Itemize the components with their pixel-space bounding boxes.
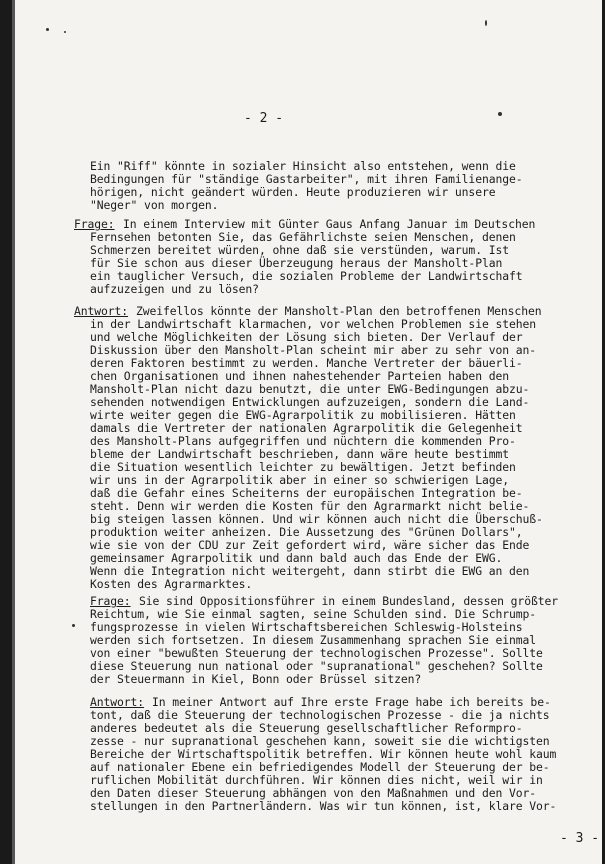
text-line: In meiner Antwort auf Ihre erste Frage habe ich bereits be- [152, 695, 551, 709]
text-line: Zweifellos könnte der Mansholt-Plan den betroffenen Menschen [136, 304, 542, 318]
text-line: hörigen, nicht geändert würden. Heute produzieren wir unsere [90, 185, 496, 199]
text-line: Diskussion über den Mansholt-Plan scheint mir aber zu sehr von an- [90, 343, 537, 357]
text-line: den Daten dieser Steuerung abhängen von den Maßnahmen und den Vor- [90, 786, 537, 800]
text-line: big steigen lassen können. Und wir können auch nicht die Überschuß- [90, 512, 543, 526]
text-line: fungsprozesse in vielen Wirtschaftsbereichen Schleswig-Holsteins [90, 620, 523, 634]
text-line: ein tauglicher Versuch, die sozialen Probleme der Landwirtschaft [90, 269, 523, 283]
text-line: Bereiche der Wirtschaftspolitik betreffen. Wir können heute wohl kaum [90, 747, 557, 761]
question-label: Frage: [90, 594, 131, 608]
text-line: daß die Gefahr eines Scheiterns der europäischen Integration be- [90, 486, 523, 500]
text-line: in der Landwirtschaft klarmachen, vor welchen Problemen sie stehen [90, 317, 537, 331]
text-line: Kosten des Agrarmarktes. [90, 577, 253, 591]
question-label: Frage: [74, 217, 115, 231]
text-line: auf nationaler Ebene ein befriedigendes Modell der Steuerung der be- [90, 760, 550, 774]
text-line: gemeinsamer Agrarpolitik und dann bald auch das Ende der EWG. [90, 551, 503, 565]
text-line: ruflichen Mobilität durchführen. Wir können dies nicht, weil wir in [90, 773, 543, 787]
text-line: die Situation wesentlich leichter zu bewältigen. Jetzt befinden [90, 460, 516, 474]
text-line: von einer "bewußten Steuerung der technologischen Prozesse". Sollte [90, 646, 543, 660]
scan-speck [72, 624, 75, 627]
text-line: deren Faktoren bestimmt zu werden. Manche Vertreter der bäuerli- [90, 356, 523, 370]
text-line: chen Organisationen und ihnen nahestehender Parteien haben den [90, 369, 509, 383]
scan-edge [12, 0, 15, 864]
text-line: Mansholt-Plan nicht dazu benutzt, die unter EWG-Bedingungen abzu- [90, 382, 530, 396]
document-page [12, 0, 602, 864]
text-line: wie sie von der CDU zur Zeit gefordert wird, wäre sicher das Ende [90, 538, 530, 552]
text-line: Wenn die Integration nicht weitergeht, dann stirbt die EWG an den [90, 564, 530, 578]
text-line: diese Steuerung nun national oder "supranational" geschehen? Sollte [90, 659, 543, 673]
text-line: damals die Vertreter der nationalen Agrarpolitik die Gelegenheit [90, 421, 523, 435]
scan-speck [64, 31, 66, 33]
answer-label: Antwort: [90, 695, 145, 709]
text-line: und welche Möglichkeiten der Lösung sich bieten. Der Verlauf der [90, 330, 523, 344]
scan-speck [485, 20, 487, 26]
page-number: - 2 - [244, 111, 284, 126]
text-line: produktion weiter anheizen. Die Aussetzung des "Grünen Dollars", [90, 525, 523, 539]
text-line: der Steuermann in Kiel, Bonn oder Brüssel sitzen? [90, 672, 422, 686]
text-line: sehenden notwendigen Entwicklungen aufzuzeigen, sondern die Land- [90, 395, 530, 409]
text-line: wirte weiter gegen die EWG-Agrarpolitik zu mobilisieren. Hätten [90, 408, 516, 422]
text-line: anderes bedeutet als die Steuerung gesellschaftlicher Reformpro- [90, 721, 523, 735]
scan-speck [46, 28, 49, 31]
text-line: werden sich fortsetzen. In diesem Zusammenhang sprachen Sie einmal [90, 633, 537, 647]
next-page-marker: - 3 - [560, 831, 600, 846]
scan-speck [498, 112, 502, 116]
text-line: zesse - nur supranational geschehen kann, soweit sie die wichtigsten [90, 734, 550, 748]
text-line: bleme der Landwirtschaft beschrieben, dann wäre heute bestimmt [90, 447, 509, 461]
text-line: Sie sind Oppositionsführer in einem Bundesland, dessen größter [139, 594, 558, 608]
text-line: Bedingungen für "ständige Gastarbeiter", mit ihren Familienange- [90, 172, 523, 186]
text-line: Fernsehen betonten Sie, das Gefährlichste seien Menschen, denen [90, 230, 516, 244]
text-line: des Mansholt-Plans aufgegriffen und nüchtern die kommenden Pro- [90, 434, 516, 448]
text-line: In einem Interview mit Günter Gaus Anfang Januar im Deutschen [123, 217, 536, 231]
answer-label: Antwort: [74, 304, 129, 318]
text-line: für Sie schon aus dieser Überzeugung heraus der Mansholt-Plan [90, 256, 503, 270]
text-line: stellungen in den Partnerländern. Was wir tun können, ist, klare Vor- [90, 799, 557, 813]
text-line: Schmerzen bereitet würden, ohne daß sie verstünden, warum. Ist [90, 243, 509, 257]
text-line: Ein "Riff" könnte in sozialer Hinsicht also entstehen, wenn die [90, 159, 516, 173]
text-line: tont, daß die Steuerung der technologischen Prozesse - die ja nichts [90, 708, 550, 722]
text-line: aufzuzeigen und zu lösen? [90, 282, 259, 296]
text-line: steht. Denn wir werden die Kosten für den Agrarmarkt nicht belie- [90, 499, 530, 513]
text-line: "Neger" von morgen. [90, 198, 219, 212]
text-line: wir uns in der Agrarpolitik aber in einer so schwierigen Lage, [90, 473, 509, 487]
text-line: Reichtum, wie Sie einmal sagten, seine Schulden sind. Die Schrump- [90, 607, 537, 621]
